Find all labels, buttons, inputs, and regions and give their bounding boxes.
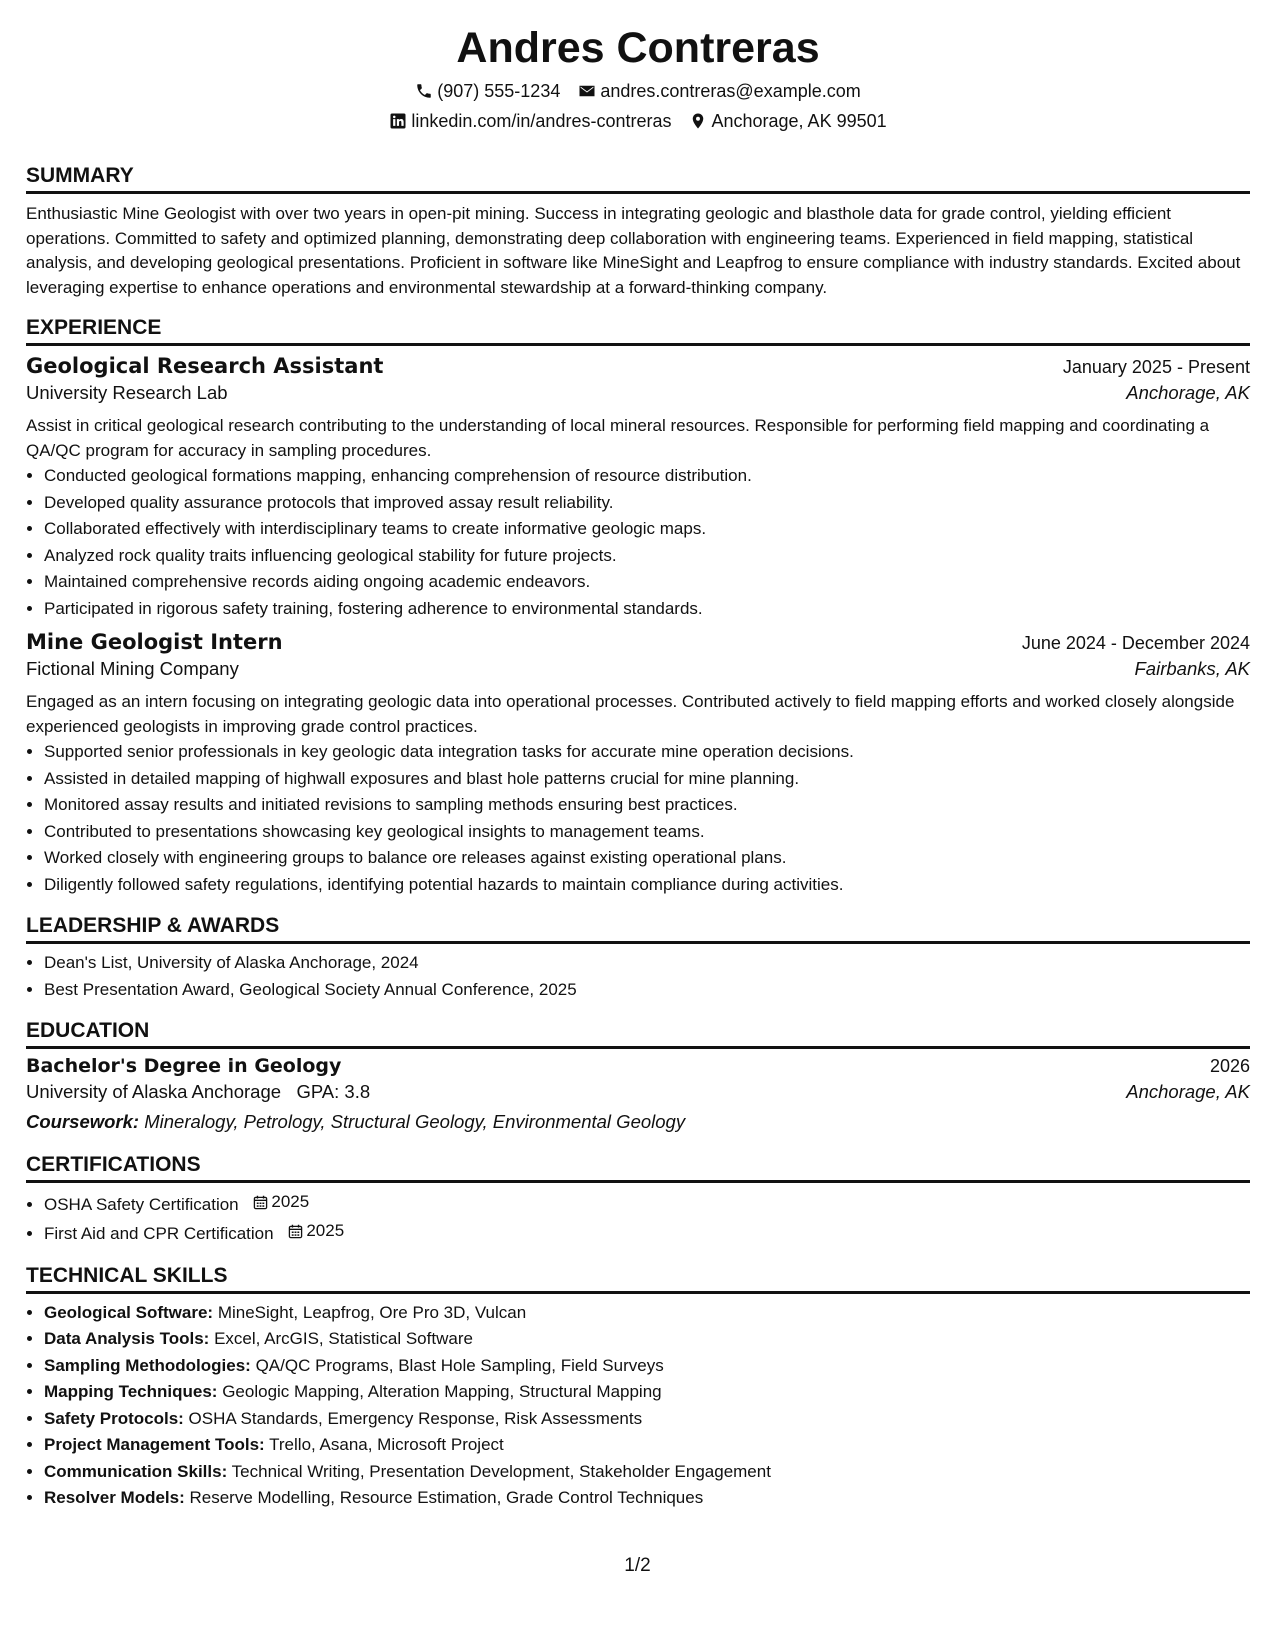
linkedin-contact[interactable]: [389, 106, 671, 136]
school-line: [26, 1077, 370, 1107]
skill-label: Geological Software:: [44, 1302, 214, 1322]
email-address[interactable]: andres.contreras@example.com: [600, 81, 861, 101]
degree-name: Bachelor's Degree in Geology: [26, 1055, 342, 1077]
list-item: [44, 1379, 1250, 1406]
certifications-section: [26, 1151, 1250, 1248]
skill-value: OSHA Standards, Emergency Response, Risk Assessments: [188, 1408, 643, 1428]
gpa: GPA: 3.8: [296, 1081, 371, 1102]
job-location: Fairbanks, AK: [1134, 658, 1250, 679]
section-title: CERTIFICATIONS: [26, 1151, 1250, 1183]
skills-list: [26, 1300, 1250, 1512]
certifications-list: [26, 1189, 1250, 1248]
list-item: • Conducted geological formations mapping, enhancing comprehension of resource distribution.: [44, 463, 1250, 490]
job-description: Engaged as an intern focusing on integrating geologic data into operational processes. Contributed actively to field mapping efforts and worked closely alongside experienced geologists in improving grade control practices.: [26, 692, 1235, 736]
contact-row-1: [26, 76, 1250, 106]
list-item: • Best Presentation Award, Geological Society Annual Conference, 2025: [44, 977, 1250, 1004]
skill-label: Mapping Techniques:: [44, 1382, 218, 1401]
school-name: University of Alaska Anchorage: [26, 1081, 282, 1102]
list-item: • Developed quality assurance protocols that improved assay result reliability.: [44, 490, 1250, 517]
job-entry: [26, 630, 1250, 898]
phone-contact: [415, 76, 560, 106]
list-item: • Collaborated effectively with interdisciplinary teams to create informative geologic maps.: [44, 516, 1250, 543]
linkedin-url[interactable]: linkedin.com/in/andres-contreras: [411, 111, 672, 131]
list-item: • Participated in rigorous safety training, fostering adherence to environmental standards.: [44, 596, 1250, 623]
skill-label: Resolver Models:: [44, 1488, 185, 1507]
job-title: Mine Geologist Intern: [26, 630, 283, 654]
skill-value: Geologic Mapping, Alteration Mapping, Structural Mapping: [222, 1382, 662, 1401]
job-organization: University Research Lab: [26, 382, 228, 403]
job-description: Assist in critical geological research contributing to the understanding of local mineral resources. Responsible for performing field mapping and coordinating a QA/QC program for accuracy in sampling procedures.: [26, 416, 1210, 460]
phone-number: (907) 555-1234: [437, 81, 561, 101]
summary-section: [26, 162, 1250, 300]
section-title: EDUCATION: [26, 1017, 1250, 1049]
job-bullets: [26, 463, 1250, 622]
certification-name: First Aid and CPR Certification: [44, 1224, 274, 1243]
section-title: LEADERSHIP & AWARDS: [26, 912, 1250, 944]
calendar-icon: [288, 1224, 303, 1239]
education-subheader: [26, 1077, 1250, 1107]
resume-page: [26, 20, 1250, 1512]
list-item: [44, 1300, 1250, 1327]
school-location: Anchorage, AK: [1126, 1081, 1250, 1102]
coursework-list: Mineralogy, Petrology, Structural Geology, Environmental Geology: [144, 1111, 686, 1132]
skill-label: Sampling Methodologies:: [44, 1355, 251, 1375]
list-item: [44, 1432, 1250, 1459]
job-header: [26, 630, 1250, 654]
job-header: [26, 354, 1250, 378]
skill-label: Project Management Tools:: [44, 1435, 265, 1454]
coursework-line: [26, 1107, 1250, 1137]
job-bullets: [26, 739, 1250, 898]
section-title: TECHNICAL SKILLS: [26, 1262, 1250, 1294]
list-item: [44, 1218, 1250, 1247]
job-dates: January 2025 - Present: [1062, 357, 1250, 377]
graduation-year: 2026: [1209, 1056, 1250, 1076]
list-item: • Analyzed rock quality traits influencing geological stability for future projects.: [44, 543, 1250, 570]
contact-row-2: [26, 106, 1250, 136]
list-item: [44, 1459, 1250, 1486]
location-text: Anchorage, AK 99501: [711, 111, 887, 131]
skill-value: Reserve Modelling, Resource Estimation, Grade Control Techniques: [189, 1488, 704, 1507]
location-contact: [689, 106, 886, 136]
list-item: • Supported senior professionals in key geologic data integration tasks for accurate mine operation decisions.: [44, 739, 1250, 766]
list-item: [44, 1189, 1250, 1218]
list-item: • Assisted in detailed mapping of highwall exposures and blast hole patterns crucial for mine planning.: [44, 766, 1250, 793]
skill-value: MineSight, Leapfrog, Ore Pro 3D, Vulcan: [217, 1302, 527, 1322]
job-organization: Fictional Mining Company: [26, 658, 239, 679]
skill-value: Excel, ArcGIS, Statistical Software: [214, 1329, 473, 1348]
certification-year: 2025: [306, 1221, 345, 1241]
skills-section: [26, 1262, 1250, 1512]
list-item: • Diligently followed safety regulations, identifying potential hazards to maintain compliance during activities.: [44, 872, 1250, 899]
list-item: • Maintained comprehensive records aiding ongoing academic endeavors.: [44, 569, 1250, 596]
certification-date: [288, 1218, 344, 1245]
job-location: Anchorage, AK: [1126, 382, 1250, 403]
skill-label: Communication Skills:: [44, 1461, 228, 1481]
skill-value: Technical Writing, Presentation Development, Stakeholder Engagement: [231, 1461, 771, 1481]
certification-date: [253, 1189, 309, 1216]
skill-value: QA/QC Programs, Blast Hole Sampling, Field Surveys: [255, 1355, 664, 1375]
page-number: 1/2: [624, 1555, 651, 1576]
list-item: [44, 1353, 1250, 1380]
list-item: • Worked closely with engineering groups to balance ore releases against existing operational plans.: [44, 845, 1250, 872]
calendar-icon: [253, 1195, 268, 1210]
phone-icon: [415, 82, 433, 100]
coursework-label: Coursework:: [26, 1111, 140, 1132]
skill-label: Data Analysis Tools:: [44, 1329, 210, 1348]
list-item: [44, 1326, 1250, 1353]
experience-section: [26, 314, 1250, 898]
list-item: • Monitored assay results and initiated revisions to sampling methods ensuring best practices.: [44, 792, 1250, 819]
certification-year: 2025: [271, 1192, 310, 1211]
skill-value: Trello, Asana, Microsoft Project: [269, 1435, 504, 1454]
summary-text: Enthusiastic Mine Geologist with over two years in open-pit mining. Success in integrating geologic and blasthole data for grade control, yielding efficient operations. Committed to safety and optimized planning, demonstrating deep collaboration with engineering teams. Experienced in field mapping, statistical analysis, and developing geological presentations. Proficient in software like MineSight and Leapfrog to ensure compliance with industry standards. Excited about leveraging expertise to enhance operations and environmental stewardship at a forward-thinking company.: [26, 204, 1241, 297]
education-header: [26, 1055, 1250, 1077]
skill-label: Safety Protocols:: [44, 1408, 184, 1428]
section-title: SUMMARY: [26, 162, 1250, 194]
awards-list: [26, 950, 1250, 1003]
email-contact[interactable]: [578, 76, 860, 106]
list-item: [44, 1406, 1250, 1433]
envelope-icon: [578, 82, 596, 100]
job-subheader: [26, 654, 1250, 684]
list-item: • Dean's List, University of Alaska Anchorage, 2024: [44, 950, 1250, 977]
list-item: [44, 1485, 1250, 1512]
job-subheader: [26, 378, 1250, 408]
leadership-section: [26, 912, 1250, 1003]
section-title: EXPERIENCE: [26, 314, 1250, 346]
job-entry: [26, 354, 1250, 622]
education-section: [26, 1017, 1250, 1137]
job-title: Geological Research Assistant: [26, 354, 384, 378]
list-item: • Contributed to presentations showcasing key geological insights to management teams.: [44, 819, 1250, 846]
certification-name: OSHA Safety Certification: [44, 1194, 239, 1214]
job-dates: June 2024 - December 2024: [1021, 633, 1250, 653]
linkedin-icon: [389, 112, 407, 130]
map-pin-icon: [689, 112, 707, 130]
candidate-name: Andres Contreras: [456, 24, 820, 72]
